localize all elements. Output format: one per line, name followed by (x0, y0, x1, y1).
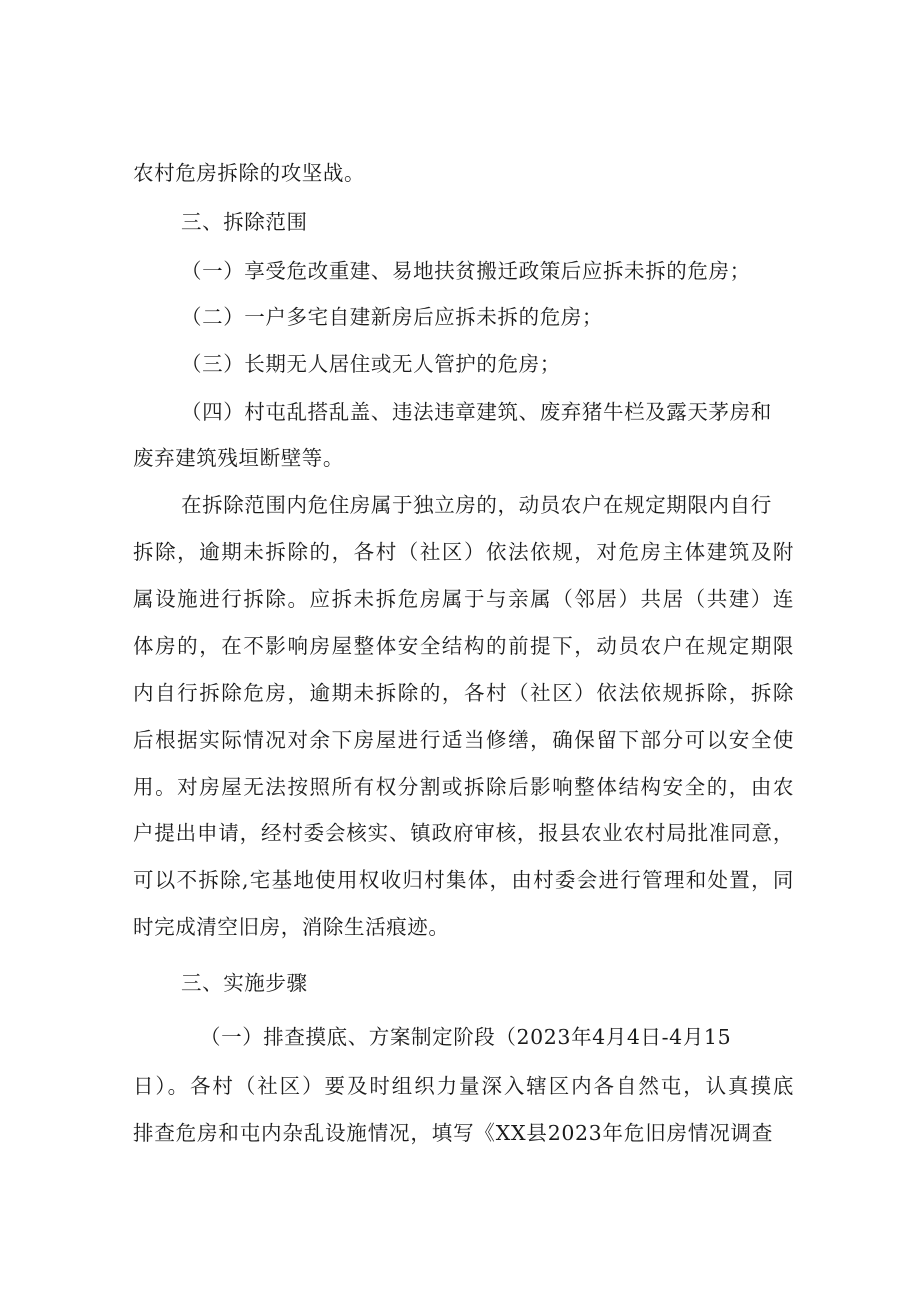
text-line: 日）。各村（社区）要及时组织力量深入辖区内各自然屯，认真摸底 (133, 1074, 794, 1098)
text-line: （一）排查摸底、方案制定阶段（2023年4月4日-4月15 (200, 1025, 732, 1049)
text-line: 农村危房拆除的攻坚战。 (133, 161, 366, 185)
list-item: （三）长期无人居住或无人管护的危房； (181, 352, 561, 376)
text-line: 属设施进行拆除。应拆未拆危房属于与亲属（邻居）共居（共建）连 (133, 587, 794, 611)
text-line: 用。对房屋无法按照所有权分割或拆除后影响整体结构安全的，由农 (133, 775, 794, 799)
text-line: 时完成清空旧房，消除生活痕迹。 (133, 915, 450, 939)
list-item: （四）村屯乱搭乱盖、违法违章建筑、废弃猪牛栏及露天茅房和 (181, 400, 772, 424)
text-line: 废弃建筑残垣断壁等。 (133, 446, 344, 470)
list-item: （一）享受危改重建、易地扶贫搬迁政策后应拆未拆的危房； (181, 259, 751, 283)
text-line: 排查危房和屯内杂乱设施情况，填写《XX县2023年危旧房情况调查 (133, 1121, 773, 1145)
text-line: 内自行拆除危房，逾期未拆除的，各村（社区）依法依规拆除，拆除 (133, 681, 794, 705)
text-line: 可以不拆除,宅基地使用权收归村集体，由村委会进行管理和处置，同 (133, 868, 794, 892)
text-line: 后根据实际情况对余下房屋进行适当修缮，确保留下部分可以安全使 (133, 728, 794, 752)
text-line: 体房的，在不影响房屋整体安全结构的前提下，动员农户在规定期限 (133, 634, 794, 658)
text-line: 户提出申请，经村委会核实、镇政府审核，报县农业农村局批准同意， (133, 821, 794, 845)
text-line: 拆除，逾期未拆除的，各村（社区）依法依规，对危房主体建筑及附 (133, 540, 794, 564)
list-item: （二）一户多宅自建新房后应拆未拆的危房； (181, 305, 603, 329)
section-heading: 三、拆除范围 (181, 210, 308, 234)
section-heading: 三、实施步骤 (181, 971, 308, 995)
text-line: 在拆除范围内危住房属于独立房的，动员农户在规定期限内自行 (181, 493, 772, 517)
